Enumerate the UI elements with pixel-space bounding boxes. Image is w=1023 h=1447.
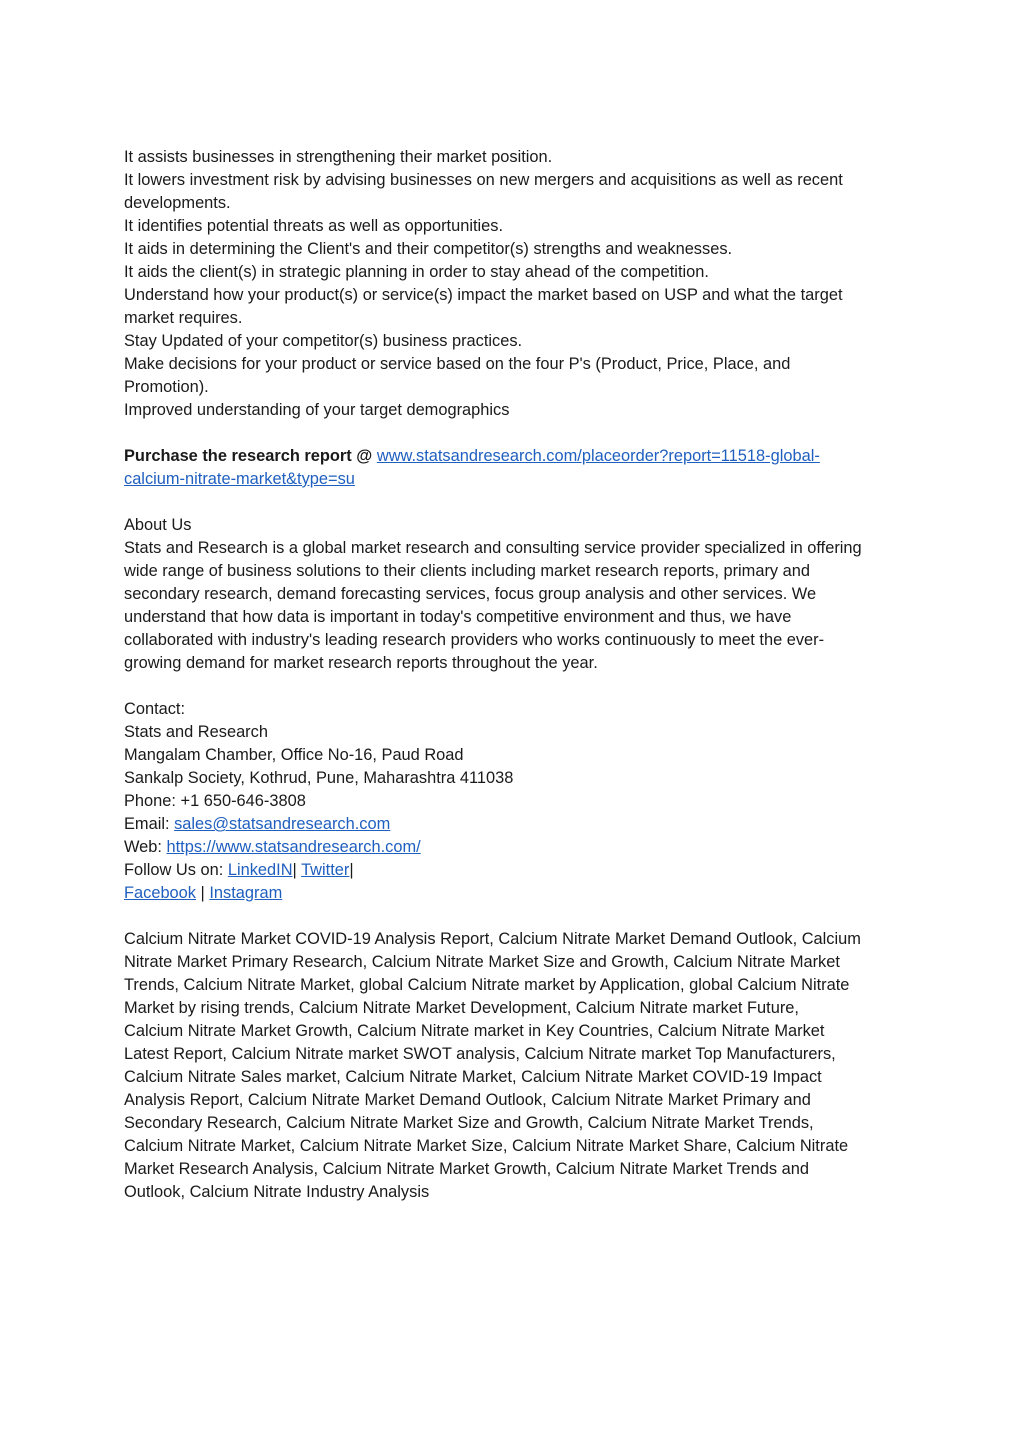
purchase-report-link[interactable]: www.statsandresearch.com/placeorder?report=11518-global- [376, 447, 820, 465]
about-line: Stats and Research is a global market research and consulting service provider specialized in offering [124, 539, 862, 557]
benefit-line: Promotion). [124, 378, 209, 396]
benefit-line: Improved understanding of your target demographics [124, 401, 510, 419]
twitter-link[interactable]: Twitter [301, 861, 350, 879]
spacer [124, 422, 904, 445]
benefit-line: developments. [124, 194, 231, 212]
follow-us-line [124, 859, 904, 882]
social-links-line [124, 882, 904, 905]
contact-company: Stats and Research [124, 723, 268, 741]
purchase-report-link-continued[interactable]: calcium-nitrate-market&type=su [124, 470, 355, 488]
keywords-line: Latest Report, Calcium Nitrate market SWOT analysis, Calcium Nitrate market Top Manufacturers, [124, 1045, 836, 1063]
keywords-line: Market by rising trends, Calcium Nitrate Market Development, Calcium Nitrate market Future, [124, 999, 799, 1017]
facebook-link[interactable]: Facebook [124, 884, 196, 902]
keywords-line: Calcium Nitrate Market Growth, Calcium Nitrate market in Key Countries, Calcium Nitrate Market [124, 1022, 825, 1040]
about-line: wide range of business solutions to their clients including market research reports, primary and [124, 562, 811, 580]
contact-phone: Phone: +1 650-646-3808 [124, 792, 306, 810]
keywords-line: Outlook, Calcium Nitrate Industry Analysis [124, 1183, 430, 1201]
about-line: secondary research, demand forecasting services, focus group analysis and other services. We [124, 585, 817, 603]
spacer [124, 491, 904, 514]
benefit-line: Stay Updated of your competitor(s) business practices. [124, 332, 523, 350]
keywords-section [124, 928, 904, 1204]
about-section [124, 514, 904, 675]
keywords-line: Calcium Nitrate Market, Calcium Nitrate Market Size, Calcium Nitrate Market Share, Calcium Nitrate [124, 1137, 849, 1155]
email-link[interactable]: sales@statsandresearch.com [174, 815, 391, 833]
contact-section [124, 698, 904, 905]
separator: | [292, 861, 297, 879]
benefit-line: It identifies potential threats as well as opportunities. [124, 217, 504, 235]
purchase-line [124, 468, 904, 491]
contact-email-line [124, 813, 904, 836]
spacer [124, 905, 904, 928]
about-line: collaborated with industry's leading research providers who works continuously to meet the ever- [124, 631, 825, 649]
benefit-line: It aids in determining the Client's and their competitor(s) strengths and weaknesses. [124, 240, 733, 258]
keywords-line: Secondary Research, Calcium Nitrate Market Size and Growth, Calcium Nitrate Market Trends, [124, 1114, 814, 1132]
instagram-link[interactable]: Instagram [209, 884, 283, 902]
benefit-line: market requires. [124, 309, 243, 327]
contact-heading: Contact: [124, 700, 186, 718]
spacer [124, 675, 904, 698]
about-heading: About Us [124, 516, 192, 534]
keywords-line: Calcium Nitrate Sales market, Calcium Nitrate Market, Calcium Nitrate Market COVID-19 Impact [124, 1068, 822, 1086]
benefit-line: It assists businesses in strengthening their market position. [124, 148, 553, 166]
email-label: Email: [124, 815, 175, 833]
purchase-section [124, 445, 904, 491]
contact-address-line2: Sankalp Society, Kothrud, Pune, Maharashtra 411038 [124, 769, 514, 787]
separator: | [200, 884, 205, 902]
purchase-label: Purchase the research report @ [124, 447, 373, 465]
benefit-line: It lowers investment risk by advising businesses on new mergers and acquisitions as well as recent [124, 171, 843, 189]
benefits-list [124, 146, 904, 422]
follow-label: Follow Us on: [124, 861, 228, 879]
website-link[interactable]: https://www.statsandresearch.com/ [166, 838, 421, 856]
document-page [124, 146, 904, 1204]
keywords-line: Trends, Calcium Nitrate Market, global Calcium Nitrate market by Application, global Calcium Nitrate [124, 976, 850, 994]
linkedin-link[interactable]: LinkedIN [227, 861, 293, 879]
purchase-line [124, 445, 904, 468]
keywords-line: Nitrate Market Primary Research, Calcium Nitrate Market Size and Growth, Calcium Nitrate Market [124, 953, 840, 971]
benefit-line: It aids the client(s) in strategic planning in order to stay ahead of the competition. [124, 263, 709, 281]
keywords-line: Market Research Analysis, Calcium Nitrate Market Growth, Calcium Nitrate Market Trends and [124, 1160, 809, 1178]
contact-web-line [124, 836, 904, 859]
about-line: understand that how data is important in today's competitive environment and thus, we have [124, 608, 792, 626]
benefit-line: Make decisions for your product or service based on the four P's (Product, Price, Place, and [124, 355, 791, 373]
benefit-line: Understand how your product(s) or service(s) impact the market based on USP and what the target [124, 286, 843, 304]
keywords-line: Calcium Nitrate Market COVID-19 Analysis Report, Calcium Nitrate Market Demand Outlook, Calcium [124, 930, 861, 948]
web-label: Web: [124, 838, 167, 856]
separator: | [349, 861, 354, 879]
about-line: growing demand for market research reports throughout the year. [124, 654, 598, 672]
keywords-line: Analysis Report, Calcium Nitrate Market Demand Outlook, Calcium Nitrate Market Primary and [124, 1091, 811, 1109]
contact-address-line1: Mangalam Chamber, Office No-16, Paud Road [124, 746, 464, 764]
